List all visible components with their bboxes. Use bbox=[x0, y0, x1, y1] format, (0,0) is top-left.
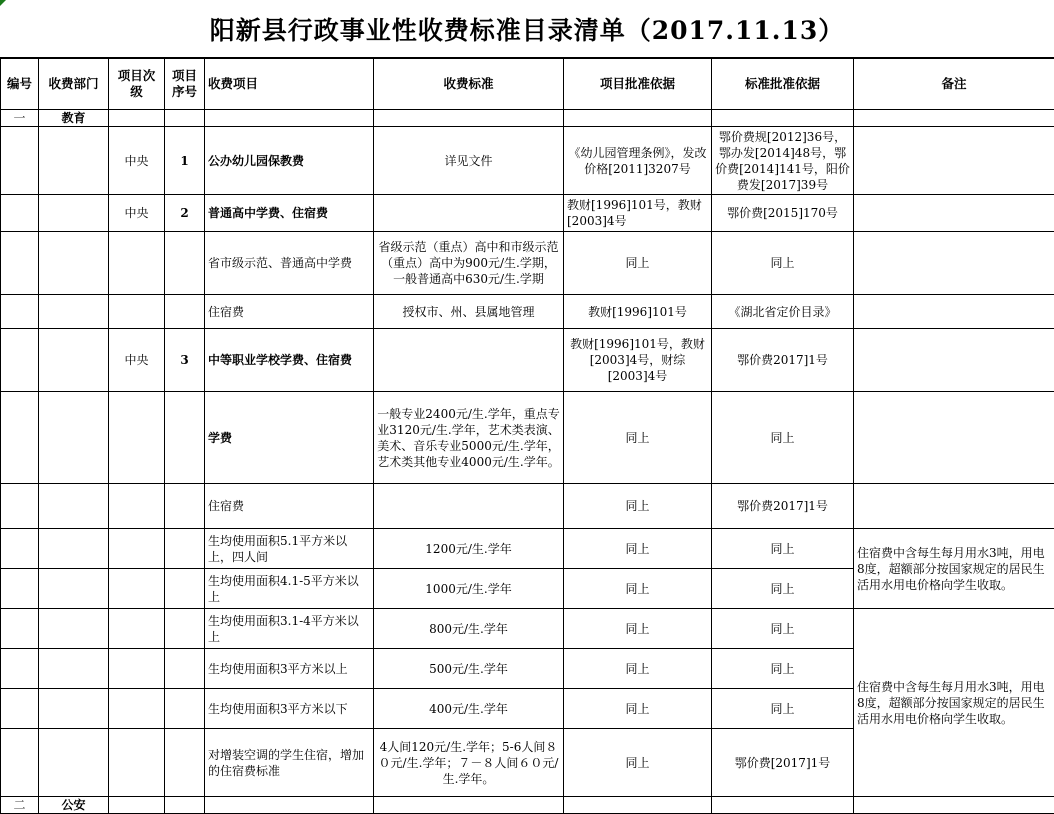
table-cell bbox=[39, 609, 109, 649]
table-cell bbox=[165, 392, 205, 484]
table-cell: 住宿费 bbox=[205, 295, 374, 329]
table-cell bbox=[109, 484, 165, 529]
table-cell bbox=[39, 329, 109, 392]
table-cell bbox=[109, 232, 165, 295]
table-cell bbox=[374, 110, 564, 127]
table-row bbox=[1, 295, 1054, 329]
table-cell bbox=[165, 569, 205, 609]
table-cell: 1200元/生.学年 bbox=[374, 529, 564, 569]
table-cell bbox=[109, 392, 165, 484]
table-cell: 一般专业2400元/生.学年，重点专业3120元/生.学年，艺术类表演、美术、音乐专业5000元/生.学年，艺术类其他专业4000元/生.学年。 bbox=[374, 392, 564, 484]
table-cell: 500元/生.学年 bbox=[374, 649, 564, 689]
table-cell bbox=[109, 609, 165, 649]
table-cell: 学费 bbox=[205, 392, 374, 484]
table-cell bbox=[1, 127, 39, 195]
table-cell bbox=[39, 569, 109, 609]
table-cell: 生均使用面积5.1平方米以上，四人间 bbox=[205, 529, 374, 569]
table-cell bbox=[1, 392, 39, 484]
table-cell: 同上 bbox=[564, 484, 712, 529]
table-cell: 2 bbox=[165, 195, 205, 232]
table-cell bbox=[1, 569, 39, 609]
table-cell bbox=[1, 609, 39, 649]
table-cell bbox=[39, 195, 109, 232]
table-row bbox=[1, 329, 1054, 392]
table-cell: 同上 bbox=[712, 649, 854, 689]
table-cell: 生均使用面积3平方米以下 bbox=[205, 689, 374, 729]
table-cell bbox=[374, 195, 564, 232]
table-cell: 授权市、州、县属地管理 bbox=[374, 295, 564, 329]
table-cell bbox=[1, 529, 39, 569]
table-cell: 同上 bbox=[564, 529, 712, 569]
table-row bbox=[1, 392, 1054, 484]
header-cell: 项目次级 bbox=[109, 59, 165, 110]
table-cell: 教财[1996]101号，教财[2003]4号 bbox=[564, 195, 712, 232]
page-title: 阳新县行政事业性收费标准目录清单（2017.11.13） bbox=[0, 0, 1054, 58]
table-cell bbox=[109, 110, 165, 127]
table-cell: 同上 bbox=[564, 232, 712, 295]
table-cell bbox=[109, 295, 165, 329]
table-cell: 中等职业学校学费、住宿费 bbox=[205, 329, 374, 392]
table-cell: 鄂价费[2015]170号 bbox=[712, 195, 854, 232]
table-row bbox=[1, 232, 1054, 295]
table-cell: 教财[1996]101号 bbox=[564, 295, 712, 329]
section-dept: 公安 bbox=[39, 797, 109, 814]
header-cell: 项目序号 bbox=[165, 59, 205, 110]
table-row bbox=[1, 609, 1054, 649]
table-cell bbox=[1, 729, 39, 797]
table-cell bbox=[165, 609, 205, 649]
table-cell bbox=[854, 295, 1054, 329]
table-cell: 生均使用面积3平方米以上 bbox=[205, 649, 374, 689]
table-cell bbox=[1, 649, 39, 689]
table-cell: 400元/生.学年 bbox=[374, 689, 564, 729]
table-cell bbox=[39, 127, 109, 195]
table-cell bbox=[1, 232, 39, 295]
table-cell bbox=[165, 484, 205, 529]
header-cell: 编号 bbox=[1, 59, 39, 110]
table-cell bbox=[564, 110, 712, 127]
table-cell bbox=[1, 689, 39, 729]
header-cell: 项目批准依据 bbox=[564, 59, 712, 110]
table-cell: 住宿费 bbox=[205, 484, 374, 529]
table-cell bbox=[165, 110, 205, 127]
table-cell: 省市级示范、普通高中学费 bbox=[205, 232, 374, 295]
table-cell bbox=[374, 484, 564, 529]
table-cell bbox=[165, 295, 205, 329]
table-cell: 1 bbox=[165, 127, 205, 195]
header-cell: 收费部门 bbox=[39, 59, 109, 110]
table-cell: 公办幼儿园保教费 bbox=[205, 127, 374, 195]
table-cell bbox=[109, 649, 165, 689]
table-cell: 1000元/生.学年 bbox=[374, 569, 564, 609]
table-cell bbox=[854, 110, 1054, 127]
table-cell bbox=[712, 110, 854, 127]
table-cell: 鄂价费规[2012]36号，鄂办发[2014]48号，鄂价费[2014]141号，阳价费发[2017]39号 bbox=[712, 127, 854, 195]
table-cell bbox=[854, 232, 1054, 295]
section-row bbox=[1, 110, 1054, 127]
table-cell: 同上 bbox=[564, 689, 712, 729]
table-cell bbox=[374, 329, 564, 392]
table-cell bbox=[109, 569, 165, 609]
table-cell: 同上 bbox=[712, 569, 854, 609]
table-cell bbox=[109, 729, 165, 797]
table-cell: 中央 bbox=[109, 329, 165, 392]
table-cell bbox=[39, 232, 109, 295]
table-cell: 省级示范（重点）高中和市级示范（重点）高中为900元/生.学期，一般普通高中630元/生.学期 bbox=[374, 232, 564, 295]
table-cell bbox=[39, 529, 109, 569]
header-cell: 标准批准依据 bbox=[712, 59, 854, 110]
table-cell: 同上 bbox=[564, 729, 712, 797]
table-cell bbox=[854, 484, 1054, 529]
table-cell: 同上 bbox=[712, 232, 854, 295]
table-cell: 3 bbox=[165, 329, 205, 392]
section-dept: 教育 bbox=[39, 110, 109, 127]
table-cell bbox=[39, 295, 109, 329]
table-cell: 同上 bbox=[712, 392, 854, 484]
table-cell: 生均使用面积4.1-5平方米以上 bbox=[205, 569, 374, 609]
table-cell bbox=[39, 484, 109, 529]
table-cell: 同上 bbox=[712, 609, 854, 649]
table-cell: 鄂价费2017]1号 bbox=[712, 329, 854, 392]
header-row bbox=[1, 59, 1054, 110]
header-cell: 收费标准 bbox=[374, 59, 564, 110]
table-cell bbox=[165, 689, 205, 729]
table-cell bbox=[1, 329, 39, 392]
table-cell: 对增装空调的学生住宿，增加的住宿费标准 bbox=[205, 729, 374, 797]
table-cell bbox=[39, 689, 109, 729]
table-cell bbox=[39, 392, 109, 484]
table-cell: 鄂价费[2017]1号 bbox=[712, 729, 854, 797]
table-cell bbox=[165, 232, 205, 295]
table-row bbox=[1, 484, 1054, 529]
table-cell: 4人间120元/生.学年；5-6人间８０元/生.学年；７－８人间６０元/生.学年。 bbox=[374, 729, 564, 797]
fee-table bbox=[0, 58, 1054, 814]
remark-cell: 住宿费中含每生每月用水3吨，用电8度，超额部分按国家规定的居民生活用水用电价格向学生收取。 bbox=[854, 609, 1054, 797]
table-cell bbox=[854, 329, 1054, 392]
table-cell: 《湖北省定价目录》 bbox=[712, 295, 854, 329]
table-cell bbox=[1, 195, 39, 232]
remark-cell: 住宿费中含每生每月用水3吨，用电8度，超额部分按国家规定的居民生活用水用电价格向学生收取。 bbox=[854, 529, 1054, 609]
table-cell bbox=[1, 295, 39, 329]
table-cell: 同上 bbox=[712, 529, 854, 569]
table-cell bbox=[165, 649, 205, 689]
table-cell bbox=[165, 529, 205, 569]
table-row bbox=[1, 127, 1054, 195]
table-cell: 教财[1996]101号，教财[2003]4号，财综[2003]4号 bbox=[564, 329, 712, 392]
table-cell: 800元/生.学年 bbox=[374, 609, 564, 649]
table-cell: 中央 bbox=[109, 195, 165, 232]
table-cell bbox=[109, 529, 165, 569]
table-cell: 同上 bbox=[564, 609, 712, 649]
table-row bbox=[1, 529, 1054, 569]
table-cell bbox=[854, 127, 1054, 195]
table-cell bbox=[205, 110, 374, 127]
table-cell: 同上 bbox=[564, 569, 712, 609]
table-cell: 《幼儿园管理条例》，发改价格[2011]3207号 bbox=[564, 127, 712, 195]
table-cell: 中央 bbox=[109, 127, 165, 195]
table-cell bbox=[109, 689, 165, 729]
table-cell: 普通高中学费、住宿费 bbox=[205, 195, 374, 232]
table-cell bbox=[1, 484, 39, 529]
table-cell: 同上 bbox=[564, 649, 712, 689]
table-row bbox=[1, 195, 1054, 232]
table-cell: 同上 bbox=[712, 689, 854, 729]
table-cell: 鄂价费2017]1号 bbox=[712, 484, 854, 529]
table-cell bbox=[165, 729, 205, 797]
table-cell bbox=[854, 392, 1054, 484]
header-cell: 收费项目 bbox=[205, 59, 374, 110]
table-cell bbox=[854, 195, 1054, 232]
table-cell: 同上 bbox=[564, 392, 712, 484]
table-cell: 详见文件 bbox=[374, 127, 564, 195]
section-number: 一 bbox=[1, 110, 39, 127]
section-number: 二 bbox=[1, 797, 39, 814]
table-cell bbox=[39, 729, 109, 797]
table-cell bbox=[39, 649, 109, 689]
table-cell: 生均使用面积3.1-4平方米以上 bbox=[205, 609, 374, 649]
header-cell: 备注 bbox=[854, 59, 1054, 110]
